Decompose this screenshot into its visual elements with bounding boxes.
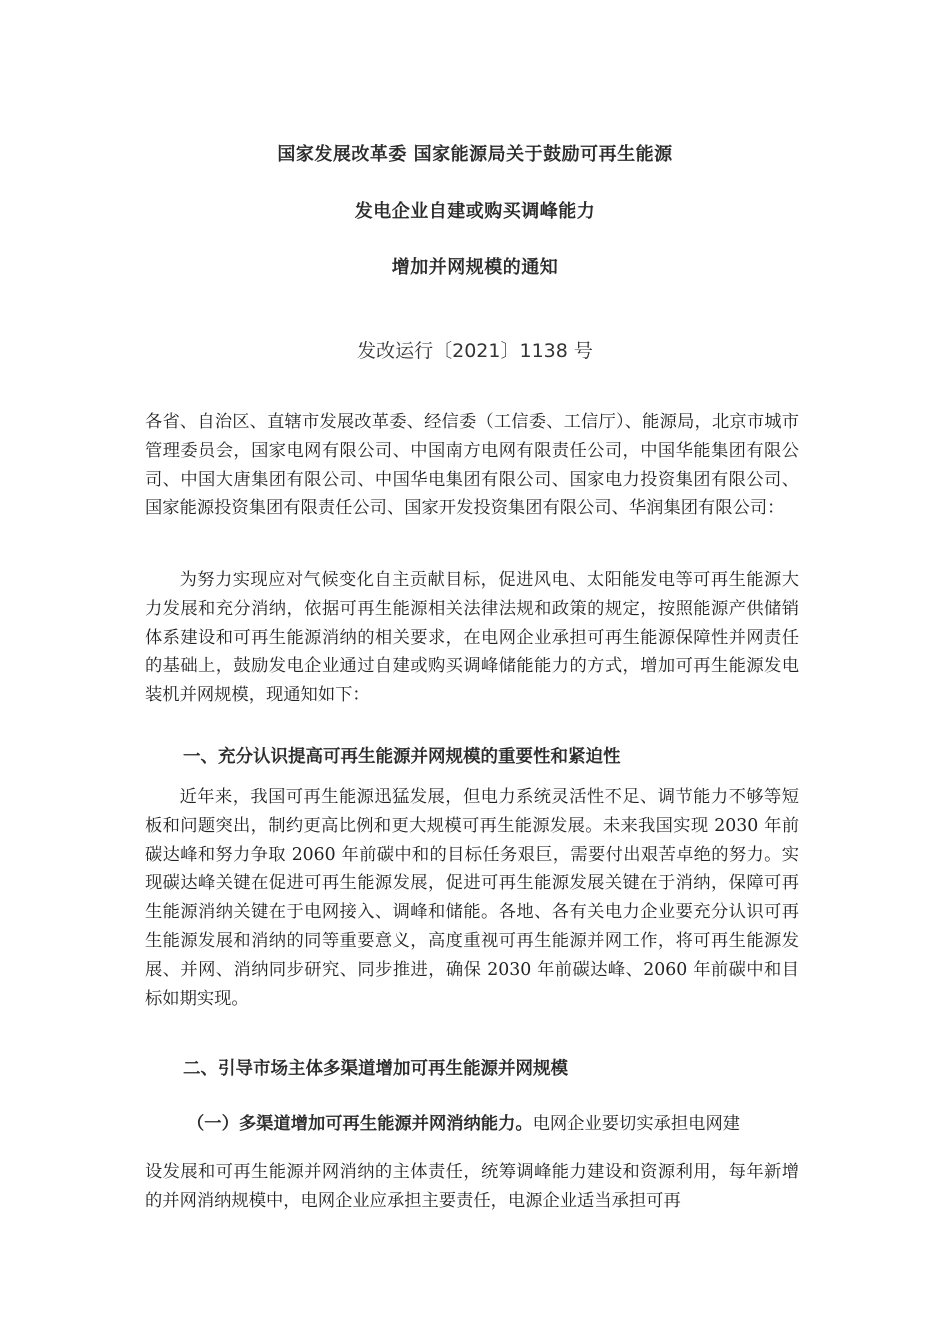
document-title-line-1: 国家发展改革委 国家能源局关于鼓励可再生能源 xyxy=(277,144,673,165)
document-number: 发改运行〔2021〕1138 号 xyxy=(357,340,593,362)
section-1-heading: 一、充分认识提高可再生能源并网规模的重要性和紧迫性 xyxy=(183,747,621,767)
section-2-item-1-first-line xyxy=(187,1110,799,1139)
document-title-line-3: 增加并网规模的通知 xyxy=(391,257,559,278)
section-2-item-1-first-line-text: 电网企业要切实承担电网建 xyxy=(532,1114,741,1134)
section-2-item-1-heading: （一）多渠道增加可再生能源并网消纳能力。 xyxy=(187,1114,533,1134)
intro-paragraph: 为努力实现应对气候变化自主贡献目标，促进风电、太阳能发电等可再生能源大力发展和充分消纳，依据可再生能源相关法律法规和政策的规定，按照能源产供储销体系建设和可再生能源消纳的相关要求，在电网企业承担可再生能源保障性并网责任的基础上，鼓励发电企业通过自建或购买调峰储能能力的方式，增加可再生能源发电装机并网规模，现通知如下： xyxy=(145,570,799,706)
section-2-item-1-paragraph: 设发展和可再生能源并网消纳的主体责任，统筹调峰能力建设和资源利用，每年新增的并网消纳规模中，电网企业应承担主要责任，电源企业适当承担可再 xyxy=(145,1162,799,1211)
section-1-paragraph: 近年来，我国可再生能源迅猛发展，但电力系统灵活性不足、调节能力不够等短板和问题突出，制约更高比例和更大规模可再生能源发展。未来我国实现 2030 年前碳达峰和努力争取 2060 年前碳中和的目标任务艰巨，需要付出艰苦卓绝的努力。实现碳达峰关键在促进可再生能源发展，促进可再生能源发展关键在于消纳，保障可再生能源消纳关键在于电网接入、调峰和储能。各地、各有关电力企业要充分认识可再生能源发展和消纳的同等重要意义，高度重视可再生能源并网工作，将可再生能源发展、并网、消纳同步研究、同步推进，确保 2030 年前碳达峰、2060 年前碳中和目标如期实现。 xyxy=(145,787,799,1009)
addressees-paragraph: 各省、自治区、直辖市发展改革委、经信委（工信委、工信厅）、能源局，北京市城市管理委员会，国家电网有限公司、中国南方电网有限责任公司，中国华能集团有限公司、中国大唐集团有限公司、中国华电集团有限公司、国家电力投资集团有限公司、国家能源投资集团有限责任公司、国家开发投资集团有限公司、华润集团有限公司： xyxy=(145,412,799,519)
document-title-line-2: 发电企业自建或购买调峰能力 xyxy=(354,201,596,222)
section-2-heading: 二、引导市场主体多渠道增加可再生能源并网规模 xyxy=(183,1059,568,1079)
